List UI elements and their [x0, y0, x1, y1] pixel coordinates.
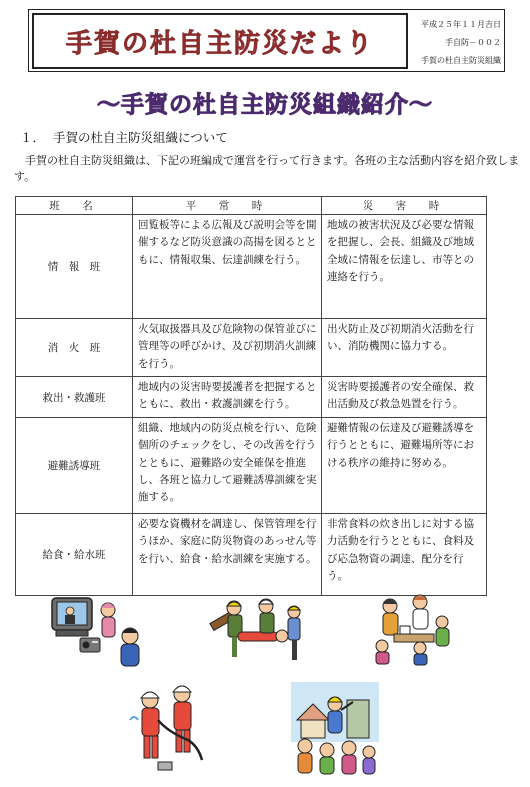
issue-date: 平成２５年１１月吉日	[421, 20, 501, 29]
tv-radio-illustration	[46, 592, 146, 670]
header-team-name: 班 名	[16, 197, 133, 215]
table-row	[16, 514, 487, 596]
normal-activity: 回覧板等による広報及び説明会等を開催するなど防災意識の高揚を図るとともに、情報収集、伝達訓練を行う。	[133, 215, 322, 319]
table-header-row	[16, 197, 487, 215]
team-name: 救出・救護班	[16, 377, 133, 418]
disaster-activity: 避難情報の伝達及び避難誘導を行うとともに、避難場所等における秩序の維持に努める。	[322, 418, 487, 514]
firefighting-illustration	[128, 680, 208, 775]
section-number: １．	[20, 130, 46, 145]
evacuation-illustration	[289, 680, 381, 776]
team-table	[15, 196, 487, 596]
disaster-activity: 災害時要援護者の安全確保、救出活動及び救急処置を行う。	[322, 377, 487, 418]
issue-number: 手自防－００２	[445, 38, 501, 47]
disaster-activity: 地域の被害状況及び必要な情報を把握し、会長、組織及び地域全域に情報を伝達し、市等との連絡を行う。	[322, 215, 487, 319]
normal-activity: 火気取扱器具及び危険物の保管並びに管理等の呼びかけ、及び初期消火訓練を行う。	[133, 319, 322, 377]
table-row	[16, 377, 487, 418]
rescue-illustration	[204, 594, 308, 664]
intro-paragraph: 手賀の杜自主防災組織は、下記の班編成で運営を行って行きます。各班の主な活動内容を紹介致します。	[14, 154, 520, 183]
newsletter-header	[28, 9, 505, 72]
section-heading	[20, 128, 228, 146]
team-name: 消 火 班	[16, 319, 133, 377]
food-distribution-illustration	[372, 592, 454, 666]
disaster-activity: 非常食料の炊き出しに対する協力活動を行うとともに、食料及び応急物資の調達、配分を行う。	[322, 514, 487, 596]
table-row	[16, 215, 487, 319]
page-banner: ～手賀の杜自主防災組織紹介～	[97, 92, 433, 118]
table-row	[16, 319, 487, 377]
team-name: 避難誘導班	[16, 418, 133, 514]
header-normal-time: 平 常 時	[133, 197, 322, 215]
team-name: 給食・給水班	[16, 514, 133, 596]
newsletter-title: 手賀の杜自主防災だより	[32, 13, 408, 69]
issue-info	[413, 16, 501, 70]
normal-activity: 地域内の災害時要援護者を把握するとともに、救出・救護訓練を行う。	[133, 377, 322, 418]
table-row	[16, 418, 487, 514]
normal-activity: 組織、地域内の防災点検を行い、危険個所のチェックをし、その改善を行うとともに、避難路の安全確保を推進し、各班と協力して避難誘導訓練を実施する。	[133, 418, 322, 514]
publisher: 手賀の杜自主防災組織	[421, 56, 501, 65]
header-disaster-time: 災 害 時	[322, 197, 487, 215]
normal-activity: 必要な資機材を調達し、保管管理を行うほか、家庭に防災物資のあっせん等を行い、給食・給水訓練を実施する。	[133, 514, 322, 596]
section-heading-text: 手賀の杜自主防災組織について	[53, 130, 228, 145]
disaster-activity: 出火防止及び初期消火活動を行い、消防機関に協力する。	[322, 319, 487, 377]
team-name: 情 報 班	[16, 215, 133, 319]
